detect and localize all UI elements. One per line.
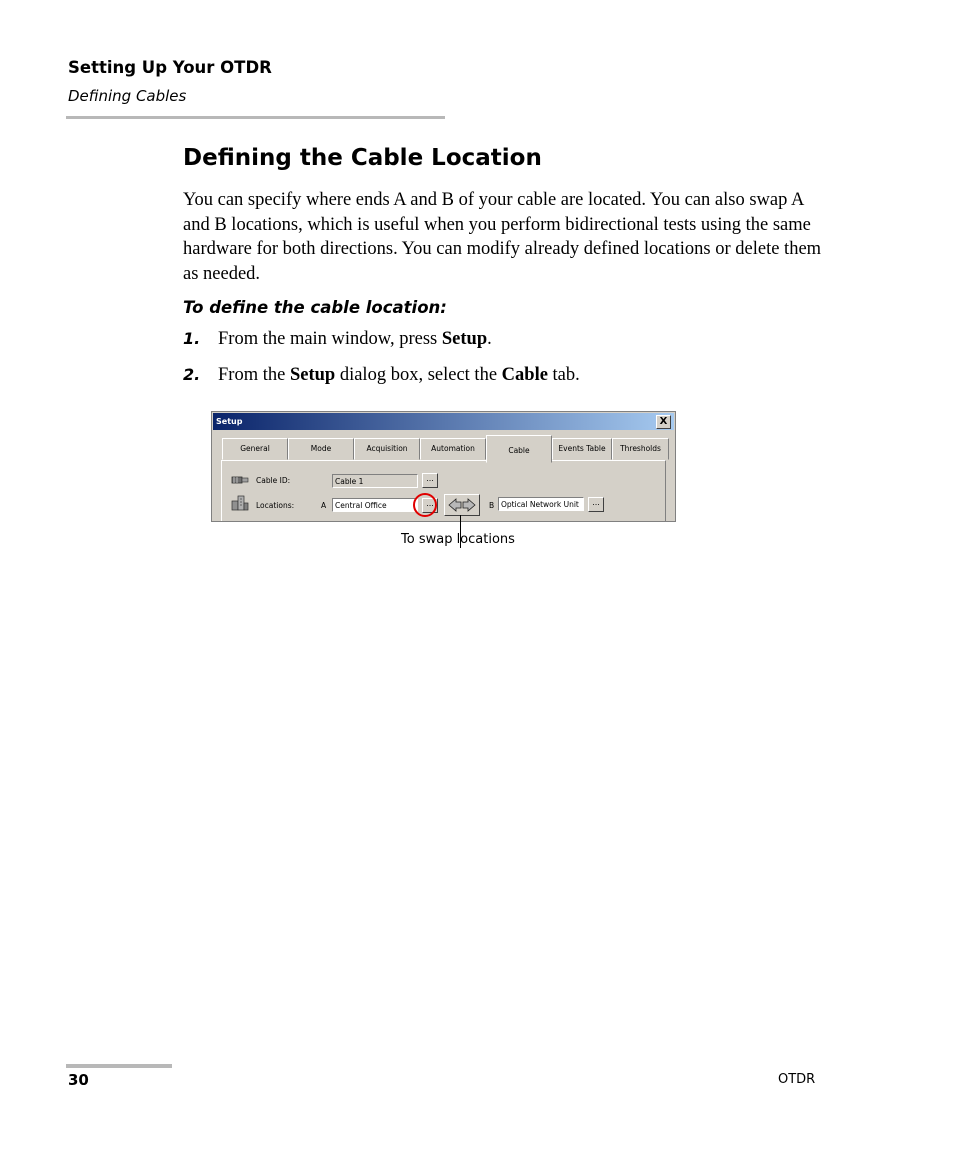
tab-automation[interactable]: Automation	[420, 438, 486, 460]
swap-arrows-icon	[445, 495, 479, 515]
step-number: 1.	[183, 329, 201, 348]
step-number: 2.	[183, 365, 201, 384]
location-b-browse-button[interactable]: ...	[588, 497, 604, 512]
location-a-field[interactable]: Central Office	[332, 498, 418, 512]
page-number: 30	[68, 1071, 89, 1089]
cable-id-field[interactable]: Cable 1	[332, 474, 418, 488]
location-b-label: B	[489, 501, 495, 510]
step-1	[183, 329, 492, 350]
location-a-browse-button[interactable]: ...	[422, 498, 438, 513]
step-text: .	[487, 329, 492, 349]
running-header-section: Defining Cables	[68, 87, 187, 105]
locations-label: Locations:	[256, 501, 295, 510]
step-text: From the	[218, 365, 290, 385]
intro-paragraph: You can specify where ends A and B of your cable are located. You can also swap A and B locations, which is useful when you perform bidirectional tests using the same hardware for both directions. You can modify already defined locations or delete them as needed.	[183, 190, 822, 284]
tab-events-table[interactable]: Events Table	[552, 438, 612, 460]
buildings-icon	[231, 495, 249, 511]
highlight-circle	[413, 493, 437, 517]
swap-callout: To swap locations	[401, 532, 515, 547]
step-bold: Setup	[289, 365, 336, 385]
footer-rule	[66, 1064, 172, 1068]
dialog-titlebar	[213, 413, 674, 430]
location-b-field[interactable]: Optical Network Unit	[498, 497, 584, 511]
header-rule	[66, 116, 445, 119]
tab-mode[interactable]: Mode	[288, 438, 354, 460]
step-text: tab.	[547, 365, 580, 385]
tab-cable[interactable]: Cable	[486, 435, 552, 463]
product-name: OTDR	[778, 1072, 816, 1087]
cable-id-browse-button[interactable]: ...	[422, 473, 438, 488]
cable-icon	[231, 474, 249, 486]
tab-thresholds[interactable]: Thresholds	[612, 438, 669, 460]
dialog-title: Setup	[216, 417, 243, 426]
swap-locations-button[interactable]	[444, 494, 480, 516]
cable-tab-panel	[221, 460, 666, 522]
running-header-chapter: Setting Up Your OTDR	[68, 58, 272, 77]
section-heading: Defining the Cable Location	[183, 145, 542, 171]
procedure-title: To define the cable location:	[183, 298, 447, 317]
step-2	[183, 365, 580, 386]
location-a-label: A	[321, 501, 327, 510]
step-text: From the main window, press	[218, 329, 442, 349]
tab-general[interactable]: General	[222, 438, 288, 460]
close-button[interactable]: X	[656, 415, 671, 429]
tab-acquisition[interactable]: Acquisition	[354, 438, 420, 460]
step-bold: Setup	[441, 329, 488, 349]
tab-strip	[222, 438, 667, 460]
step-bold: Cable	[501, 365, 548, 385]
cable-id-label: Cable ID:	[256, 476, 291, 485]
setup-dialog	[211, 411, 676, 522]
step-text: dialog box, select the	[335, 365, 502, 385]
